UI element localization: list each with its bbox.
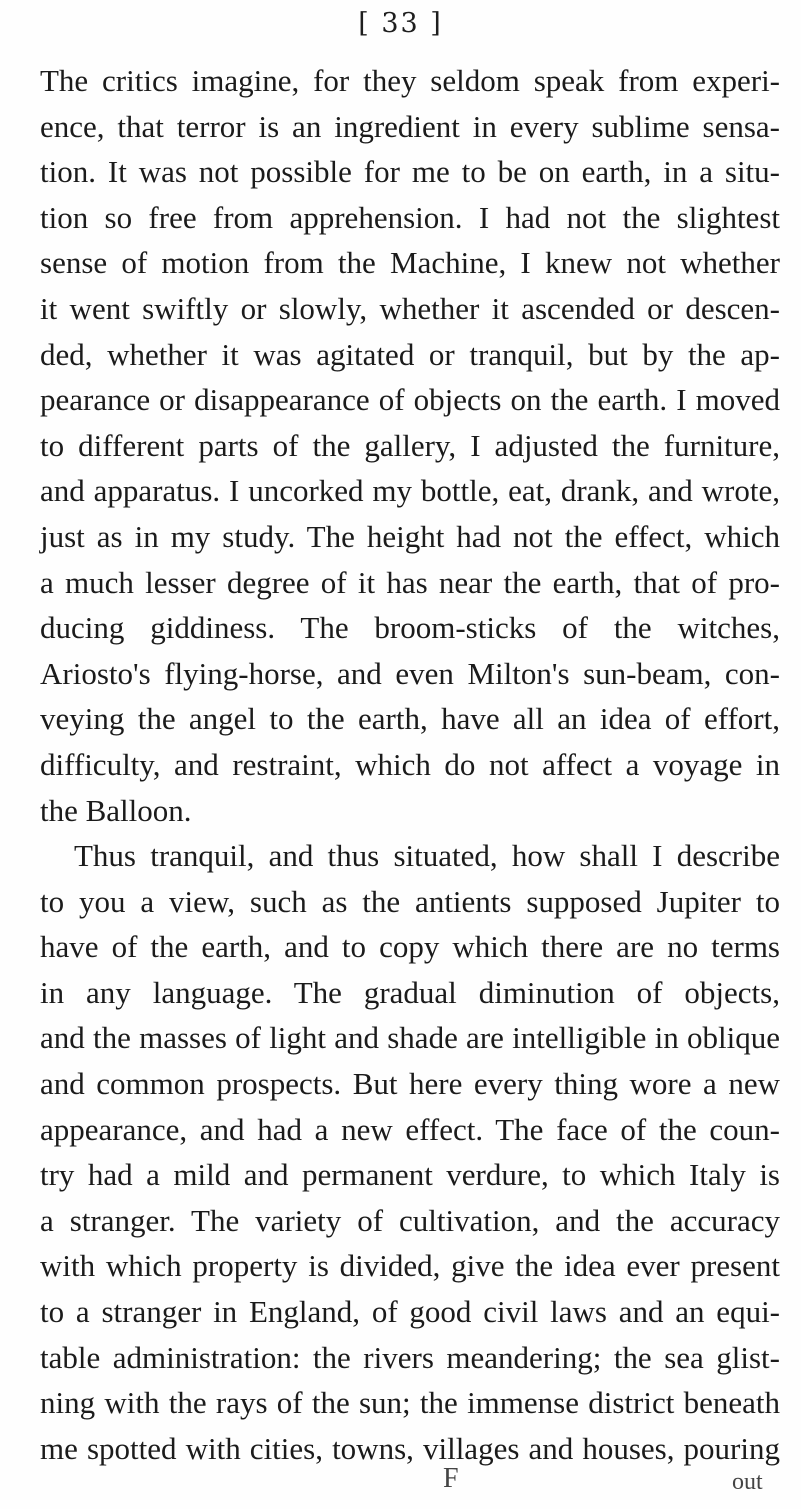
text-line: to you a view, such as the antients supposed Jupiter to [40,883,780,919]
text-line: and the masses of light and shade are intelligible in oblique [40,1020,780,1056]
text-line: try had a mild and permanent verdure, to which Italy is [40,1157,780,1193]
text-line: with which property is divided, give the idea ever present [40,1248,780,1284]
text-line: ning with the rays of the sun; the immense district beneath [40,1385,780,1421]
signature-mark: F [443,1463,459,1494]
text-line: tion so free from apprehension. I had not the slightest [40,199,780,235]
text-line: Thus tranquil, and thus situated, how shall I describe [74,838,780,874]
catchword: out [732,1469,763,1495]
text-line: difficulty, and restraint, which do not affect a voyage in [40,746,780,782]
body-text [40,58,780,1471]
text-line: ducing giddiness. The broom-sticks of the witches, [40,610,780,646]
text-line: a much lesser degree of it has near the earth, that of pro- [40,564,780,600]
text-line: The critics imagine, for they seldom speak from experi- [40,63,780,98]
text-line: veying the angel to the earth, have all an idea of effort, [40,701,780,737]
text-line: ence, that terror is an ingredient in every sublime sensa- [40,108,780,144]
text-line: just as in my study. The height had not the effect, which [40,518,780,554]
text-line: it went swiftly or slowly, whether it ascended or descen- [40,290,780,326]
text-line: sense of motion from the Machine, I knew not whether [40,245,780,281]
page-footer [0,1463,801,1503]
text-line: and apparatus. I uncorked my bottle, eat, drank, and wrote, [40,473,780,509]
text-line: the Balloon. [40,792,192,828]
page-number: [ 33 ] [358,8,443,39]
text-line: a stranger. The variety of cultivation, and the accuracy [40,1202,780,1238]
text-line: Ariosto's flying-horse, and even Milton's sun-beam, con- [40,655,780,691]
text-line: table administration: the rivers meandering; the sea glist- [40,1339,780,1375]
text-line: appearance, and had a new effect. The face of the coun- [40,1111,780,1147]
text-line: to a stranger in England, of good civil laws and an equi- [40,1294,780,1330]
text-line: me spotted with cities, towns, villages and houses, pouring [40,1430,780,1466]
text-line: ded, whether it was agitated or tranquil, but by the ap- [40,336,780,372]
text-line: to different parts of the gallery, I adjusted the furniture, [40,427,780,463]
text-line: pearance or disappearance of objects on the earth. I moved [40,382,780,418]
text-line: tion. It was not possible for me to be on earth, in a situ- [40,154,780,190]
text-line: in any language. The gradual diminution of objects, [40,974,780,1010]
text-line: have of the earth, and to copy which there are no terms [40,929,780,965]
text-line: and common prospects. But here every thing wore a new [40,1066,780,1102]
